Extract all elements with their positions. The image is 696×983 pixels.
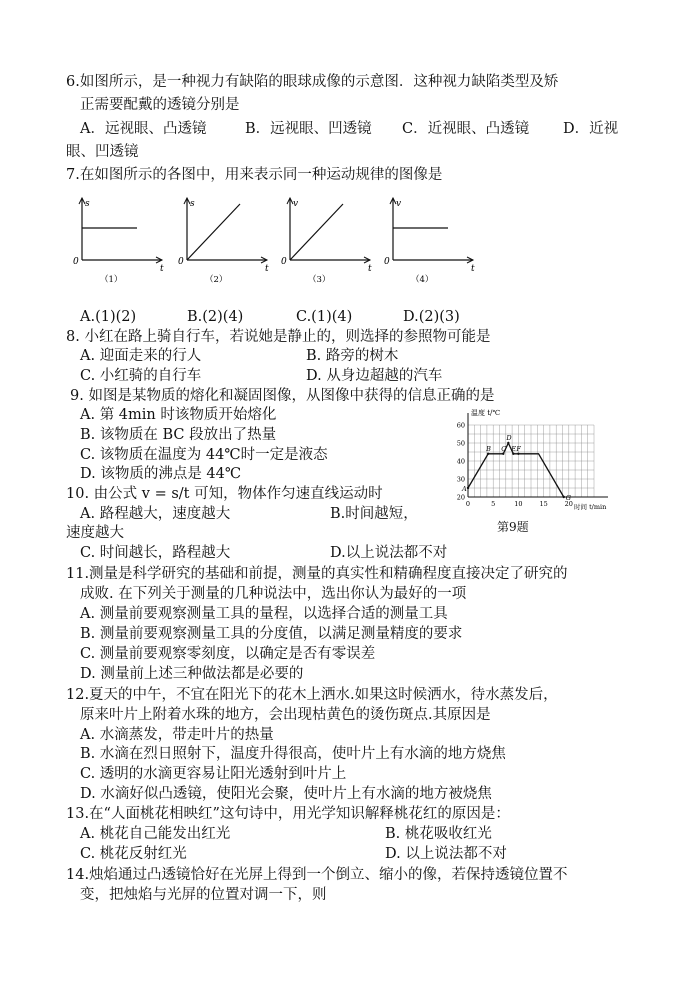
q12-option-b: B. 水滴在烈日照射下，温度升得很高，使叶片上有水滴的地方烧焦 [80, 746, 506, 762]
q9-x-tick-label: 5 [491, 500, 496, 508]
q9-point-label: G [565, 494, 571, 502]
q9-data-point [512, 453, 514, 455]
q9-data-point [563, 496, 565, 498]
q7-motion-graphs [70, 190, 480, 290]
q9-data-point [467, 487, 469, 489]
q9-figure-caption: 第9题 [497, 520, 529, 534]
q7-graph-2-y-label: s [190, 199, 195, 209]
q7-graph-2-line [187, 204, 240, 260]
q11-option-d: D. 测量前上述三种做法都是必要的 [80, 666, 304, 682]
q9-y-axis-label: 温度 t/℃ [471, 409, 501, 417]
q7-option-b: B.(2)(4) [187, 309, 244, 325]
q9-point-label: F [516, 444, 521, 453]
q11-stem-line2: 成败. 在下列关于测量的几种说法中，选出你认为最好的一项 [80, 586, 467, 602]
q9-data-point [502, 453, 504, 455]
q10-option-a: A. 路程越大，速度越大 [80, 506, 231, 522]
q12-option-c: C. 透明的水滴更容易让阳光透射到叶片上 [80, 766, 347, 782]
q12-option-d: D. 水滴好似凸透镜，使阳光会聚，使叶片上有水滴的地方被烧焦 [80, 786, 492, 802]
q13-option-d: D. 以上说法都不对 [385, 846, 507, 862]
q12-option-a: A. 水滴蒸发，带走叶片的热量 [80, 727, 274, 743]
q9-data-point [517, 453, 519, 455]
q7-option-c: C.(1)(4) [296, 309, 353, 325]
q12-stem-line2: 原来叶片上附着水珠的地方，会出现枯黄色的烫伤斑点.其原因是 [80, 707, 491, 723]
q14-stem-line2: 变，把烛焰与光屏的位置对调一下，则 [80, 887, 327, 903]
q8-option-c: C. 小红骑的自行车 [80, 368, 202, 384]
q9-y-tick-label: 40 [456, 457, 465, 466]
q7-graph-2-x-label: t [265, 264, 269, 274]
q7-graph-3-caption: （3） [308, 275, 331, 285]
q7-stem: 7.在如图所示的各图中，用来表示同一种运动规律的图像是 [66, 167, 443, 183]
q9-x-axis-label: 时间 t/min [574, 503, 607, 511]
q6-option-d: D．近视 [563, 121, 619, 137]
q9-option-c: C. 该物质在温度为 44℃时一定是液态 [80, 447, 328, 463]
q9-option-b: B. 该物质在 BC 段放出了热量 [80, 427, 277, 443]
q13-option-a: A. 桃花自己能发出红光 [80, 826, 231, 842]
q9-x-tick-label: 0 [465, 500, 471, 508]
q9-data-point [487, 453, 489, 455]
q7-option-d: D.(2)(3) [403, 309, 460, 325]
q11-option-a: A. 测量前要观察测量工具的量程，以选择合适的测量工具 [80, 606, 448, 622]
q9-x-tick-label: 20 [564, 500, 573, 508]
q12-stem-line1: 12.夏天的中午，不宜在阳光下的花木上洒水.如果这时候洒水，待水蒸发后， [66, 687, 558, 703]
q7-graph-3-line [290, 204, 343, 260]
q10-stem: 10. 由公式 v = s/t 可知，物体作匀速直线运动时 [66, 486, 383, 502]
q9-y-tick-label: 20 [456, 493, 465, 502]
q7-graph-2-caption: （2） [205, 275, 228, 285]
q8-option-b: B. 路旁的树木 [306, 348, 399, 364]
q10-option-d: D.以上说法都不对 [330, 545, 448, 561]
q9-stem: 9. 如图是某物质的熔化和凝固图像，从图像中获得的信息正确的是 [70, 388, 495, 404]
q6-option-c: C．近视眼、凸透镜 [402, 121, 530, 137]
q11-option-c: C. 测量前要观察零刻度，以确定是否有零误差 [80, 646, 376, 662]
q9-point-label: D [506, 434, 512, 442]
q6-option-d-cont: 眼、凹透镜 [66, 144, 139, 160]
q11-option-b: B. 测量前要观察测量工具的分度值，以满足测量精度的要求 [80, 626, 463, 642]
q9-data-point [507, 442, 509, 444]
q7-graph-1-y-label: s [85, 199, 90, 209]
q9-point-label: E [511, 444, 517, 453]
q6-option-b: B．远视眼、凹透镜 [245, 121, 372, 137]
q7-option-a: A.(1)(2) [80, 309, 137, 325]
q9-y-tick-label: 60 [456, 421, 465, 430]
q14-stem-line1: 14.烛焰通过凸透镜恰好在光屏上得到一个倒立、缩小的像，若保持透镜位置不 [66, 867, 568, 883]
q10-option-b-cont: 速度越大 [66, 525, 124, 541]
q7-graph-1-caption: （1） [100, 275, 123, 285]
q8-option-a: A. 迎面走来的行人 [80, 348, 202, 364]
q9-melting-chart [446, 405, 616, 513]
q8-option-d: D. 从身边超越的汽车 [306, 368, 443, 384]
q9-point-label: B [486, 444, 491, 453]
q13-option-c: C. 桃花反射红光 [80, 846, 187, 862]
q9-x-tick-label: 10 [514, 500, 523, 508]
q7-graph-3-x-label: t [368, 264, 372, 274]
q7-graph-1-origin-label: 0 [73, 257, 79, 267]
q7-graph-2-origin-label: 0 [178, 257, 184, 267]
q9-y-tick-label: 30 [456, 475, 465, 484]
q6-stem-line2: 正需要配戴的透镜分别是 [80, 97, 240, 113]
q9-option-d: D. 该物质的沸点是 44℃ [80, 466, 242, 482]
q9-x-tick-label: 15 [539, 500, 548, 508]
q13-stem: 13.在“人面桃花相映红”这句诗中，用光学知识解释桃花红的原因是： [66, 806, 510, 822]
q9-point-label: C [501, 444, 507, 453]
q9-option-a: A. 第 4min 时该物质开始熔化 [80, 407, 277, 423]
q7-graph-4-y-label: v [396, 199, 402, 209]
q7-graph-3-origin-label: 0 [281, 257, 287, 267]
q10-option-c: C. 时间越长，路程越大 [80, 545, 231, 561]
q11-stem-line1: 11.测量是科学研究的基础和前提，测量的真实性和精确程度直接决定了研究的 [66, 566, 568, 582]
q7-graph-4-x-label: t [471, 264, 475, 274]
q7-graph-4-origin-label: 0 [384, 257, 390, 267]
q13-option-b: B. 桃花吸收红光 [385, 826, 492, 842]
q6-option-a: A．远视眼、凸透镜 [80, 121, 207, 137]
q7-graph-3-y-label: v [293, 199, 299, 209]
q8-stem: 8. 小红在路上骑自行车，若说她是静止的，则选择的参照物可能是 [66, 329, 491, 345]
q10-option-b: B.时间越短， [330, 506, 418, 522]
q9-y-tick-label: 50 [456, 439, 465, 448]
q7-graph-4-caption: （4） [411, 275, 434, 285]
q7-graph-1-x-label: t [160, 264, 164, 274]
q6-stem-line1: 6.如图所示，是一种视力有缺陷的眼球成像的示意图．这种视力缺陷类型及矫 [66, 74, 559, 90]
q9-point-label: A [462, 485, 467, 493]
